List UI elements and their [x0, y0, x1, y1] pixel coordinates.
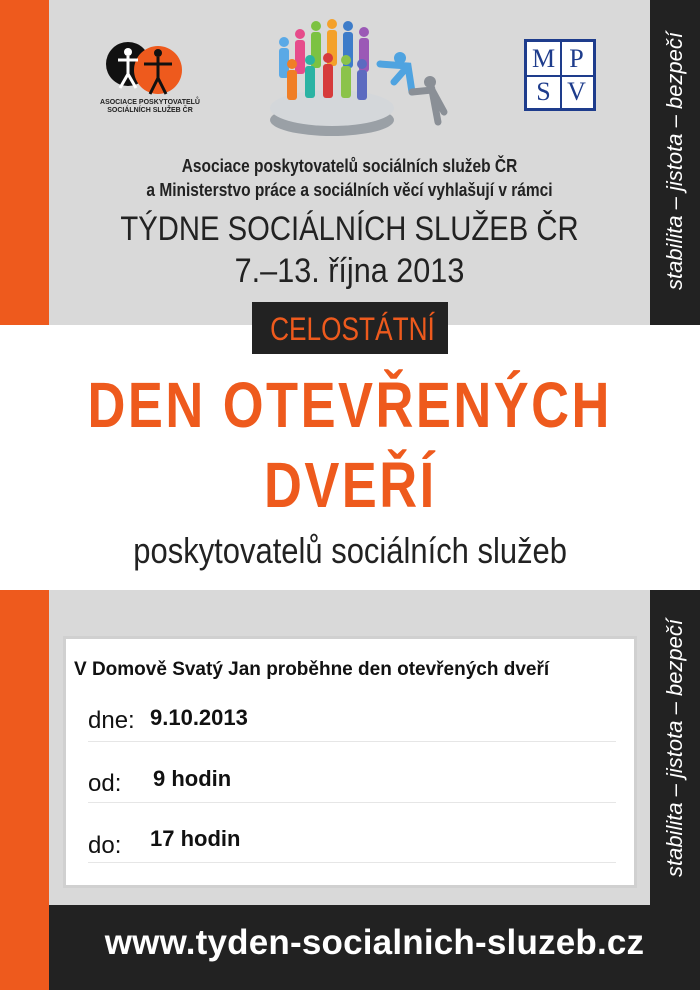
- from-label: od:: [88, 770, 122, 797]
- organizer-line-2: a Ministerstvo práce a sociálních věcí vyhlašují v rámci: [146, 180, 553, 200]
- main-title-line-1-text: DEN OTEVŘENÝCH: [87, 369, 613, 441]
- right-dark-bar-top: [650, 0, 700, 325]
- website-link[interactable]: www.tyden-socialnich-sluzeb.cz: [104, 923, 645, 962]
- event-row-date: [88, 691, 616, 742]
- mpsv-logo: [524, 39, 596, 111]
- main-title-line-2: [0, 448, 700, 522]
- people-platform-logo: [262, 12, 452, 140]
- date-label: dne:: [88, 707, 135, 734]
- nationwide-badge: [252, 302, 448, 354]
- apss-caption-line2: SOCIÁLNÍCH SLUŽEB ČR: [107, 107, 193, 114]
- from-value: 9 hodin: [153, 766, 232, 791]
- to-label: do:: [88, 832, 122, 859]
- left-accent-bar-top: [0, 0, 49, 325]
- apss-caption-line1: ASOCIACE POSKYTOVATELŮ: [100, 99, 200, 106]
- week-dates: 7.–13. října 2013: [234, 252, 465, 290]
- apss-logo-caption: [95, 99, 205, 115]
- main-title-line-2-text: DVEŘÍ: [263, 449, 437, 521]
- main-subtitle: [0, 530, 700, 572]
- right-dark-bar-bottom: [650, 590, 700, 905]
- mpsv-letter-s: S: [536, 76, 551, 106]
- main-title-line-1: [0, 368, 700, 442]
- mpsv-letter-m: M: [531, 43, 556, 73]
- slogan-vertical-top: stabilita – jistota – bezpečí: [662, 31, 687, 291]
- footer-bar: [49, 905, 700, 990]
- event-info-box: [63, 636, 637, 888]
- week-title: TÝDNE SOCIÁLNÍCH SLUŽEB ČR: [120, 210, 579, 248]
- nationwide-badge-label: CELOSTÁTNÍ: [270, 311, 435, 347]
- event-row-from: [88, 752, 616, 803]
- organizer-line-1: Asociace poskytovatelů sociálních služeb ČR: [181, 156, 518, 176]
- event-heading: V Domově Svatý Jan proběhne den otevřených dveří: [74, 659, 550, 680]
- event-row-to: [88, 812, 616, 863]
- main-subtitle-text: poskytovatelů sociálních služeb: [133, 530, 567, 571]
- left-accent-bar-bottom: [0, 590, 49, 990]
- mpsv-letter-v: V: [567, 76, 586, 106]
- date-value: 9.10.2013: [150, 705, 248, 730]
- mpsv-letter-p: P: [569, 43, 584, 73]
- to-value: 17 hodin: [150, 826, 241, 851]
- slogan-vertical-bottom: stabilita – jistota – bezpečí: [662, 618, 687, 878]
